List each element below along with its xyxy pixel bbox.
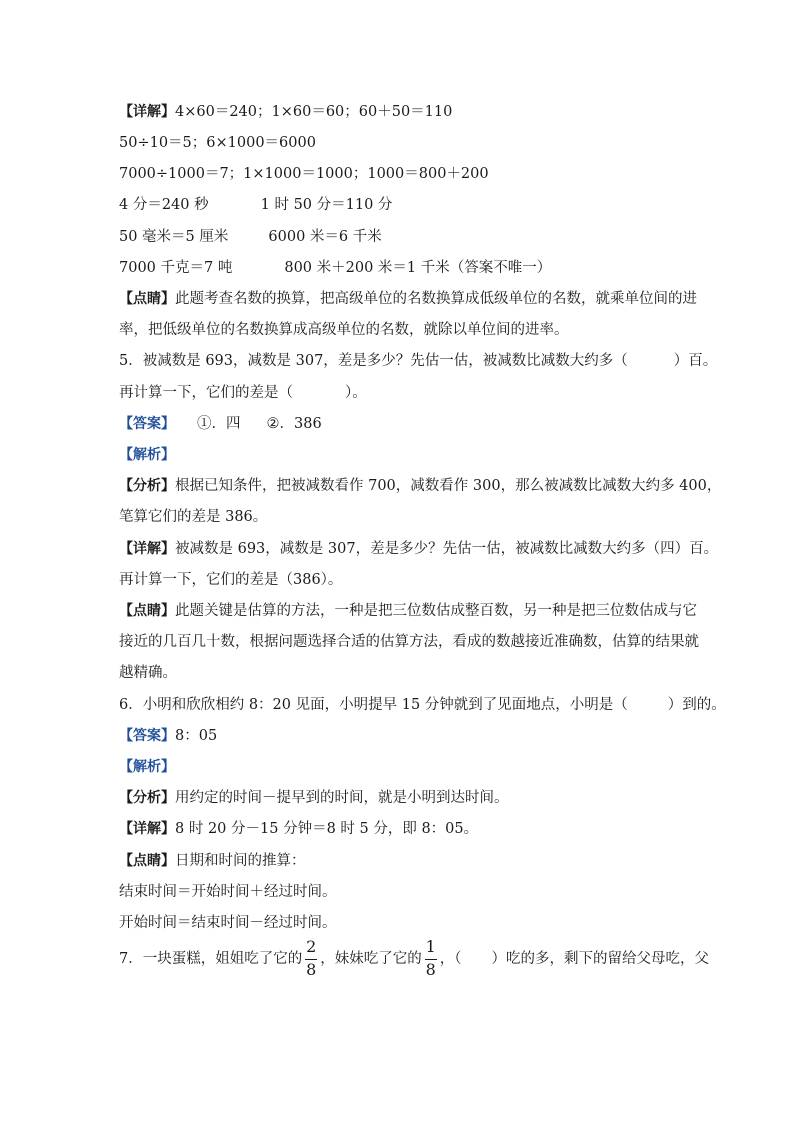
tip-line-1: 【点睛】此题考查名数的换算，把高级单位的名数换算成低级单位的名数，就乘单位间的进: [119, 291, 697, 307]
fenxi-line-1: 【分析】根据已知条件，把被减数看作 700，减数看作 300，那么被减数比减数大约多 400，: [119, 478, 722, 494]
question-6-line-1: 6．小明和欣欣相约 8：20 见面，小明提早 15 分钟就到了见面地点，小明是（ ）到的。: [119, 697, 726, 713]
analysis-heading: 【解析】: [119, 759, 175, 775]
fenxi-tag: 【分析】: [119, 478, 175, 494]
detail-tag: 【详解】: [119, 104, 175, 120]
detail-line-1: 【详解】8 时 20 分－15 分钟＝8 时 5 分，即 8：05。: [119, 821, 479, 837]
analysis-heading: 【解析】: [119, 447, 175, 463]
rule-line-2: 开始时间＝结束时间－经过时间。: [119, 915, 337, 931]
tip-line-2: 率，把低级单位的名数换算成高级单位的名数，就除以单位间的进率。: [119, 322, 569, 338]
detail-line-3: 7000÷1000＝7；1×1000＝1000；1000＝800＋200: [119, 166, 489, 182]
detail-tag: 【详解】: [119, 541, 175, 557]
answer-line: 【答案】 ①．四 ②．386: [119, 416, 322, 432]
question-7-line-1: 7．一块蛋糕，姐姐吃了它的 $\frac{2}{8}$ ，妹妹吃了它的 $\frac{1}{8}$ ，（ ）吃的多，剩下的留给父母吃，父: [119, 936, 709, 982]
rule-line-1: 结束时间＝开始时间＋经过时间。: [119, 884, 337, 900]
tip-line-1: 【点睛】此题关键是估算的方法，一种是把三位数估成整百数，另一种是把三位数估成与它: [119, 603, 697, 619]
tip-line-3: 越精确。: [119, 665, 177, 681]
detail-tag: 【详解】: [119, 821, 175, 837]
fraction-one-eighth: $\frac{1}{8}$: [425, 937, 436, 979]
tip-tag: 【点睛】: [119, 853, 175, 869]
fenxi-tag: 【分析】: [119, 790, 175, 806]
detail-line-6: 7000 千克＝7 吨 800 米＋200 米＝1 千米（答案不唯一）: [119, 260, 552, 276]
answer-tag: 【答案】: [119, 416, 175, 432]
tip-line-1: 【点睛】日期和时间的推算：: [119, 853, 306, 869]
detail-line-2: 再计算一下，它们的差是（386）。: [119, 572, 343, 588]
detail-line-1: 【详解】4×60＝240；1×60＝60；60＋50＝110: [119, 104, 453, 120]
detail-line-2: 50÷10＝5；6×1000＝6000: [119, 135, 316, 151]
fenxi-line-1: 【分析】用约定的时间－提早到的时间，就是小明到达时间。: [119, 790, 509, 806]
fenxi-line-2: 笔算它们的差是 386。: [119, 509, 268, 525]
tip-tag: 【点睛】: [119, 603, 175, 619]
answer-line: 【答案】8：05: [119, 728, 218, 744]
fraction-two-eighths: $\frac{2}{8}$: [306, 937, 317, 979]
question-5-line-1: 5．被减数是 693，减数是 307，差是多少？先估一估，被减数比减数大约多（ ）百。: [119, 353, 718, 369]
detail-line-5: 50 毫米＝5 厘米 6000 米＝6 千米: [119, 229, 382, 245]
detail-line-1: 【详解】被减数是 693，减数是 307，差是多少？先估一估，被减数比减数大约多（四）百。: [119, 541, 719, 557]
detail-line-4: 4 分＝240 秒 1 时 50 分＝110 分: [119, 197, 393, 213]
answer-tag: 【答案】: [119, 728, 175, 744]
question-5-line-2: 再计算一下，它们的差是（ ）。: [119, 385, 367, 401]
tip-tag: 【点睛】: [119, 291, 175, 307]
tip-line-2: 接近的几百几十数，根据问题选择合适的估算方法，看成的数越接近准确数，估算的结果就: [119, 634, 699, 650]
